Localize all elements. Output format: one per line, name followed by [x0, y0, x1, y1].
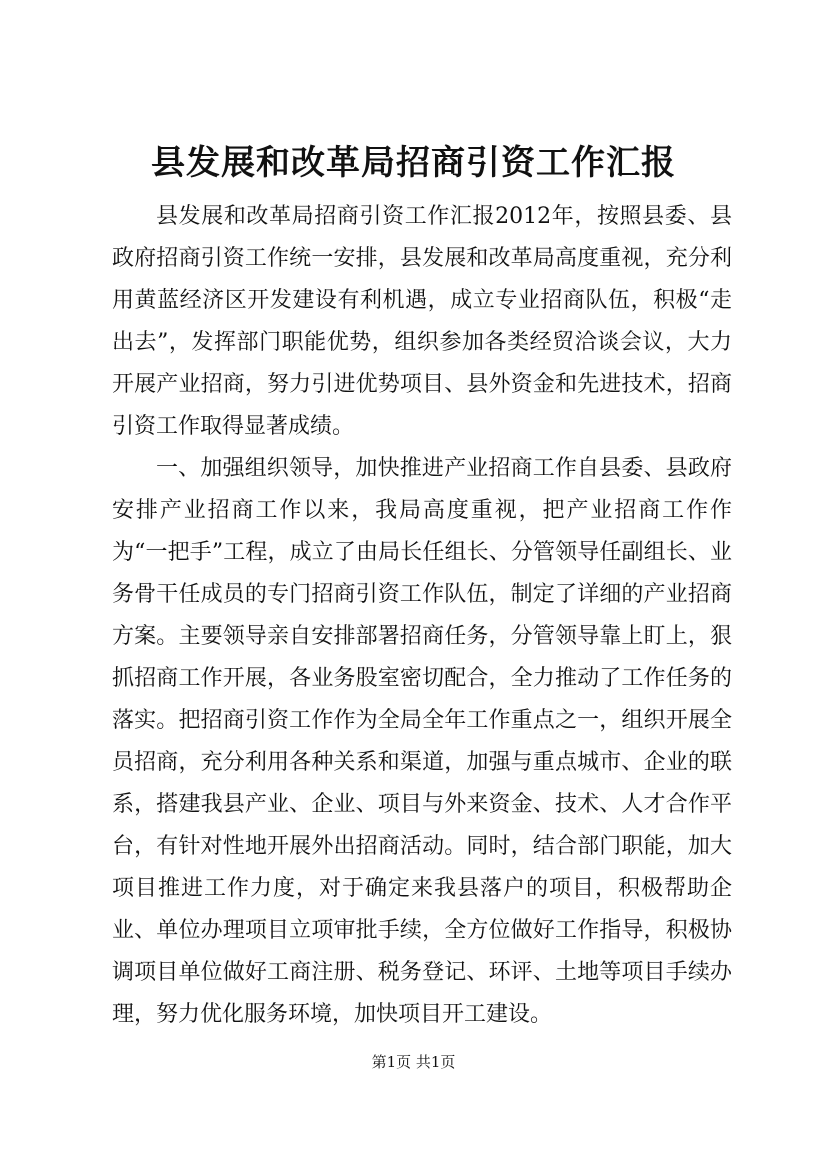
- paragraph-section-one: 一、加强组织领导，加快推进产业招商工作自县委、县政府安排产业招商工作以来，我局高度重视，把产业招商工作作为“一把手”工程，成立了由局长任组长、分管领导任副组长、业务骨干任成员的专门招商引资工作队伍，制定了详细的产业招商方案。主要领导亲自安排部署招商任务，分管领导靠上盯上，狠抓招商工作开展，各业务股室密切配合，全力推动了工作任务的落实。把招商引资工作作为全局全年工作重点之一，组织开展全员招商，充分利用各种关系和渠道，加强与重点城市、企业的联系，搭建我县产业、企业、项目与外来资金、技术、人才合作平台，有针对性地开展外出招商活动。同时，结合部门职能，加大项目推进工作力度，对于确定来我县落户的项目，积极帮助企业、单位办理项目立项审批手续，全方位做好工作指导，积极协调项目单位做好工商注册、税务登记、环评、土地等项目手续办理，努力优化服务环境，加快项目开工建设。: [112, 456, 732, 1027]
- page-footer: 第1页 共1页: [371, 1053, 456, 1071]
- document-title: 县发展和改革局招商引资工作汇报: [151, 143, 676, 183]
- document-body: [112, 196, 732, 1036]
- paragraph-intro: 县发展和改革局招商引资工作汇报2012年，按照县委、县政府招商引资工作统一安排，县发展和改革局高度重视，充分利用黄蓝经济区开发建设有利机遇，成立专业招商队伍，积极“走出去”，发挥部门职能优势，组织参加各类经贸洽谈会议，大力开展产业招商，努力引进优势项目、县外资金和先进技术，招商引资工作取得显著成绩。: [112, 204, 732, 439]
